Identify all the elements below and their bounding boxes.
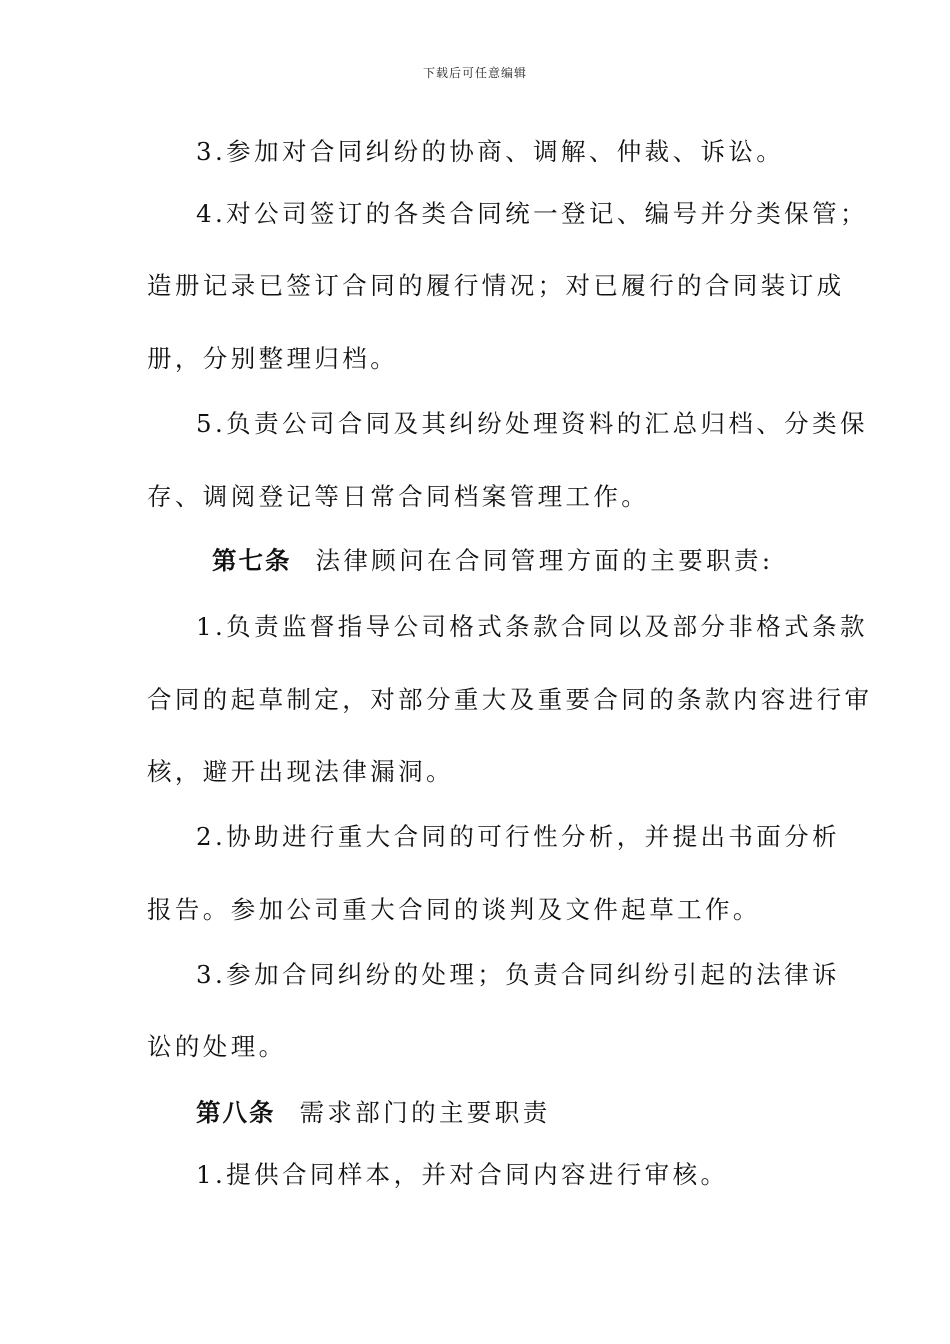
paragraph-line: 核，避开出现法律漏洞。 <box>147 757 454 786</box>
paragraph-line: 2.协助进行重大合同的可行性分析，并提出书面分析 <box>196 822 840 851</box>
paragraph-line: 报告。参加公司重大合同的谈判及文件起草工作。 <box>147 895 761 924</box>
paragraph-line: 3.参加合同纠纷的处理；负责合同纠纷引起的法律诉 <box>196 960 840 989</box>
paragraph-line: 册，分别整理归档。 <box>147 344 399 373</box>
article-heading <box>196 1097 856 1129</box>
article-title: 需求部门的主要职责 <box>299 1098 551 1127</box>
paragraph-line: 1.负责监督指导公司格式条款合同以及部分非格式条款 <box>196 612 868 641</box>
article-heading <box>212 545 872 577</box>
paragraph-line: 造册记录已签订合同的履行情况；对已履行的合同装订成 <box>147 271 845 300</box>
paragraph-line: 存、调阅登记等日常合同档案管理工作。 <box>147 482 650 511</box>
paragraph-line: 5.负责公司合同及其纠纷处理资料的汇总归档、分类保 <box>196 409 868 438</box>
page-header: 下载后可任意编辑 <box>422 66 527 80</box>
article-number: 第八条 <box>196 1098 276 1127</box>
paragraph-line: 讼的处理。 <box>147 1032 287 1061</box>
article-title: 法律顾问在合同管理方面的主要职责: <box>315 546 774 575</box>
paragraph-line: 3.参加对合同纠纷的协商、调解、仲裁、诉讼。 <box>196 137 785 166</box>
paragraph-line: 4.对公司签订的各类合同统一登记、编号并分类保管； <box>196 199 868 228</box>
article-number: 第七条 <box>212 546 292 575</box>
paragraph-line: 1.提供合同样本，并对合同内容进行审核。 <box>196 1160 729 1189</box>
paragraph-line: 合同的起草制定，对部分重大及重要合同的条款内容进行审 <box>147 685 873 714</box>
